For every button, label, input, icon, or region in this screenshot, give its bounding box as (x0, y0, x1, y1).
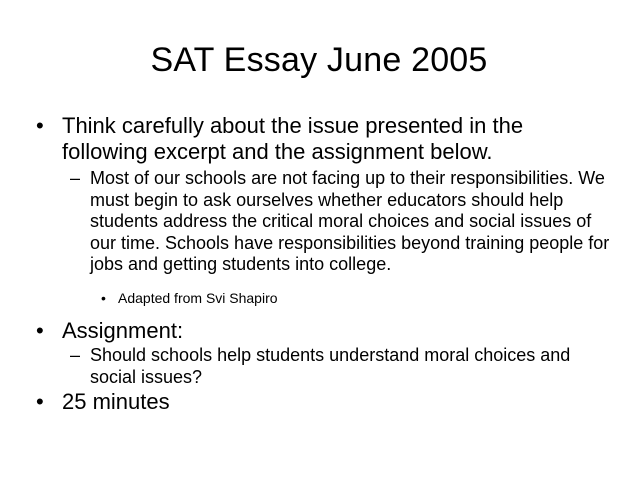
source-text: Adapted from Svi Shapiro (118, 290, 278, 306)
sub-sub-bullet-source (101, 289, 601, 307)
dash-marker: – (70, 168, 81, 188)
bullet-marker: • (36, 318, 44, 343)
question-text: Should schools help students understand moral choices and social issues? (90, 345, 571, 387)
bullet-assignment (36, 318, 606, 344)
assignment-heading: Assignment: (62, 318, 184, 343)
sub-bullet-question (70, 345, 610, 388)
bullet-marker: • (36, 389, 44, 414)
bullet-text: Think carefully about the issue presented in the following excerpt and the assignment below. (62, 113, 524, 164)
bullet-time-limit (36, 389, 606, 415)
bullet-instructions (36, 113, 606, 165)
excerpt-text: Most of our schools are not facing up to their responsibilities. We must begin to ask ourselves whether educators should help students address the critical moral choices and social issues of our time. Schools have responsibilities beyond training people for jobs and getting students into college. (90, 168, 610, 274)
bullet-marker: • (36, 113, 44, 138)
slide-title: SAT Essay June 2005 (150, 41, 488, 79)
bullet-marker: • (101, 290, 106, 306)
sub-bullet-excerpt (70, 168, 610, 276)
time-limit-text: 25 minutes (62, 389, 170, 414)
dash-marker: – (70, 345, 81, 365)
